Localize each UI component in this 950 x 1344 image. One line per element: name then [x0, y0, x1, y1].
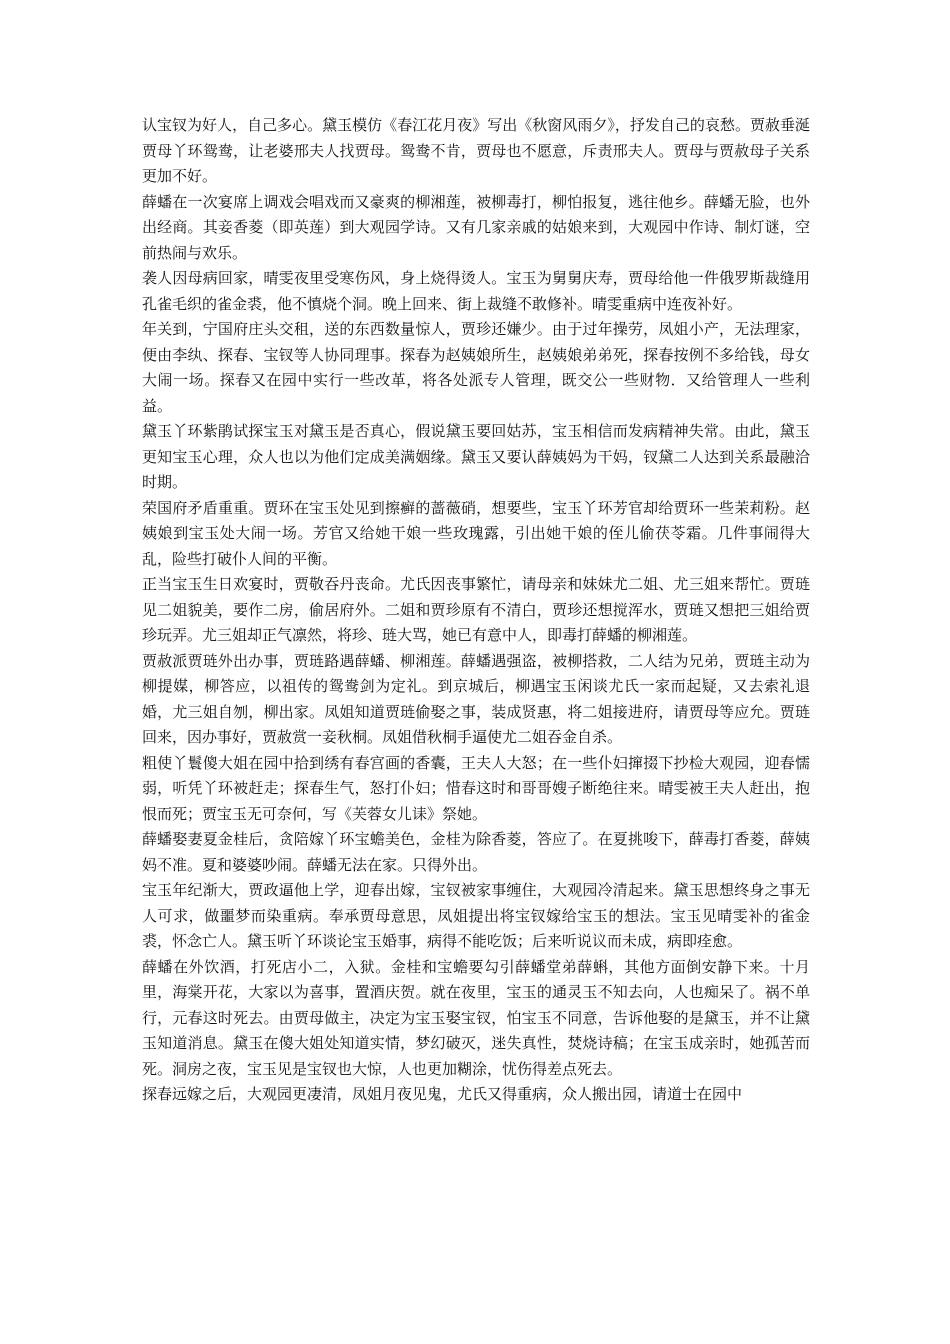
- paragraph: 正当宝玉生日欢宴时，贾敬吞丹丧命。尤氏因丧事繁忙，请母亲和妹妹尤二姐、尤三姐来帮忙。贾琏见二姐貌美，要作二房，偷居府外。二姐和贾珍原有不清白，贾珍还想搅浑水，贾琏又想把三姐给贾珍玩弄。尤三姐却正气凛然，将珍、琏大骂，她已有意中人，即毒打薛蟠的柳湘莲。: [142, 575, 810, 644]
- paragraph: 荣国府矛盾重重。贾环在宝玉处见到擦癣的蔷薇硝，想要些，宝玉丫环芳官却给贾环一些茉莉粉。赵姨娘到宝玉处大闹一场。芳官又给她干娘一些玫瑰露，引出她干娘的侄儿偷茯苓霜。几件事闹得大乱，险些打破仆人间的平衡。: [142, 498, 810, 568]
- paragraph: 薛蟠在外饮酒，打死店小二，入狱。金桂和宝蟾要勾引薛蟠堂弟薛蝌，其他方面倒安静下来。十月里，海棠开花，大家以为喜事，置酒庆贺。就在夜里，宝玉的通灵玉不知去向，人也痴呆了。祸不单行，元春这时死去。由贾母做主，决定为宝玉娶宝钗，怕宝玉不同意，告诉他娶的是黛玉，并不让黛玉知道消息。黛玉在傻大姐处知道实情，梦幻破灭，迷失真性，焚烧诗稿；在宝玉成亲时，她孤苦而死。洞房之夜，宝玉见是宝钗也大惊，人也更加糊涂，忧伤得差点死去。: [142, 957, 810, 1078]
- paragraph: 贾赦派贾琏外出办事，贾琏路遇薛蟠、柳湘莲。薛蟠遇强盗，被柳搭救，二人结为兄弟，贾琏主动为柳提媒，柳答应，以祖传的鸳鸯剑为定礼。到京城后，柳遇宝玉闲谈尤氏一家而起疑，又去索礼退婚，尤三姐自刎，柳出家。凤姐知道贾琏偷娶之事，装成贤惠，将二姐接进府，请贾母等应允。贾琏回来，因办事好，贾赦赏一妾秋桐。凤姐借秋桐手逼使尤二姐吞金自杀。: [142, 651, 810, 746]
- paragraph: 薛蟠在一次宴席上调戏会唱戏而又豪爽的柳湘莲，被柳毒打，柳怕报复，逃往他乡。薛蟠无脸，也外出经商。其妾香菱（即英莲）到大观园学诗。又有几家亲戚的姑娘来到，大观园中作诗、制灯谜，空前热闹与欢乐。: [142, 192, 810, 262]
- paragraph: 认宝钗为好人，自己多心。黛玉模仿《春江花月夜》写出《秋窗风雨夕》，抒发自己的哀愁。贾赦垂涎贾母丫环鸳鸯，让老婆邢夫人找贾母。鸳鸯不肯，贾母也不愿意，斥责邢夫人。贾母与贾赦母子关系更加不好。: [142, 116, 810, 185]
- paragraph: 探春远嫁之后，大观园更凄清，凤姐月夜见鬼，尤氏又得重病，众人搬出园，请道士在园中: [142, 1085, 743, 1103]
- paragraph: 粗使丫鬟傻大姐在园中拾到绣有春宫画的香囊，王夫人大怒；在一些仆妇撺掇下抄检大观园，迎春懦弱，听凭丫环被赶走；探春生气，怒打仆妇；惜春这时和哥哥嫂子断绝往来。晴雯被王夫人赶出，抱恨而死；贾宝玉无可奈何，写《芙蓉女儿诔》祭她。: [142, 753, 810, 823]
- paragraph: 年关到，宁国府庄头交租，送的东西数量惊人，贾珍还嫌少。由于过年操劳，凤姐小产，无法理家，便由李纨、探春、宝钗等人协同理事。探春为赵姨娘所生，赵姨娘弟弟死，探春按例不多给钱，母女大闹一场。探春又在园中实行一些改革，将各处派专人管理，既交公一些财物．又给管理人一些利益。: [142, 320, 810, 415]
- paragraph: 袭人因母病回家，晴雯夜里受寒伤风，身上烧得烫人。宝玉为舅舅庆寿，贾母给他一件俄罗斯裁缝用孔雀毛织的雀金裘，他不慎烧个洞。晚上回来、街上裁缝不敢修补。晴雯重病中连夜补好。: [142, 269, 810, 313]
- paragraph: 黛玉丫环紫鹃试探宝玉对黛玉是否真心，假说黛玉要回姑苏，宝玉相信而发病精神失常。由此，黛玉更知宝玉心理，众人也以为他们定成美满姻缘。黛玉又要认薛姨妈为干妈，钗黛二人达到关系最融洽时期。: [142, 422, 810, 491]
- paragraph: 薛蟠娶妻夏金桂后，贪陪嫁丫环宝蟾美色，金桂为除香菱，答应了。在夏挑唆下，薛毒打香菱，薛姨妈不准。夏和婆婆吵闹。薛蟠无法在家。只得外出。: [142, 830, 810, 874]
- paragraph: 宝玉年纪渐大，贾政逼他上学，迎春出嫁，宝钗被家事缠住，大观园冷清起来。黛玉思想终身之事无人可求，做噩梦而染重病。奉承贾母意思，凤姐提出将宝钗嫁给宝玉的想法。宝玉见晴雯补的雀金裘，怀念亡人。黛玉听丫环谈论宝玉婚事，病得不能吃饭；后来听说议而未成，病即痊愈。: [142, 881, 810, 950]
- document-body: [142, 113, 810, 1108]
